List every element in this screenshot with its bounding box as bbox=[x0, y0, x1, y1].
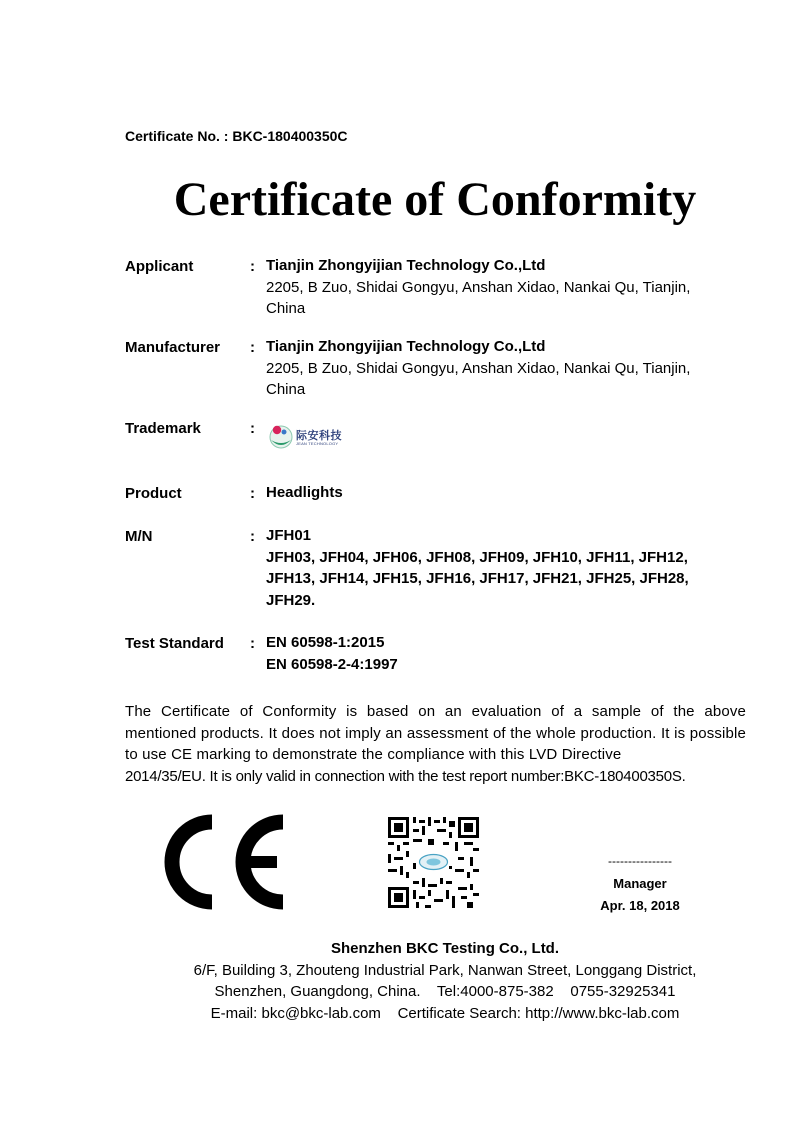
signature-role: Manager bbox=[613, 876, 667, 891]
conformity-statement bbox=[125, 701, 746, 787]
trademark-colon: : bbox=[250, 420, 255, 437]
certificate-number: Certificate No. : BKC-180400350C bbox=[125, 128, 348, 144]
manufacturer-address-line2: China bbox=[266, 381, 306, 398]
trademark-text-cn: 际安科技 bbox=[296, 430, 342, 442]
test-standard-line1: EN 60598-1:2015 bbox=[266, 634, 385, 651]
footer-address-line2: Shenzhen, Guangdong, China. Tel:4000-875-382 0755-32925341 bbox=[214, 983, 676, 1000]
mn-line4: JFH29. bbox=[266, 591, 316, 609]
manufacturer-label: Manufacturer bbox=[125, 339, 221, 356]
product-label: Product bbox=[125, 485, 182, 502]
product-colon: : bbox=[250, 485, 255, 502]
page-title: Certificate of Conformity bbox=[173, 173, 697, 226]
mn-line3: JFH13, JFH14, JFH15, JFH16, JFH17, JFH21, JFH25, JFH28, bbox=[266, 570, 689, 587]
manufacturer-value bbox=[266, 336, 736, 401]
test-standard-colon: : bbox=[250, 635, 255, 652]
statement-body: The Certificate of Conformity is based on an evaluation of a sample of the above mentioned products. It does not imply an assessment of the whole production. It is possible to use CE marking to demonstrate the compliance with this LVD Directive bbox=[125, 703, 746, 763]
trademark-label: Trademark bbox=[125, 420, 201, 437]
signature-line: ---------------- bbox=[608, 854, 672, 868]
applicant-label: Applicant bbox=[125, 258, 194, 275]
trademark-text-en: JEAN TECHNOLOGY bbox=[296, 441, 339, 446]
manufacturer-name: Tianjin Zhongyijian Technology Co.,Ltd bbox=[266, 338, 546, 355]
test-standard-line2: EN 60598-2-4:1997 bbox=[266, 655, 398, 673]
qr-code[interactable] bbox=[388, 817, 479, 908]
applicant-address-line1: 2205, B Zuo, Shidai Gongyu, Anshan Xidao, Nankai Qu, Tianjin, bbox=[266, 278, 691, 296]
statement-last-line: 2014/35/EU. It is only valid in connection with the test report number:BKC-180400350S. bbox=[125, 767, 686, 785]
footer-address-line1: 6/F, Building 3, Zhouteng Industrial Park, Nanwan Street, Longgang District, bbox=[193, 961, 697, 979]
footer bbox=[0, 938, 793, 1024]
signature-date: Apr. 18, 2018 bbox=[600, 898, 680, 913]
applicant-name: Tianjin Zhongyijian Technology Co.,Ltd bbox=[266, 257, 546, 274]
manufacturer-colon: : bbox=[250, 339, 255, 356]
ce-mark bbox=[152, 814, 287, 910]
mn-value bbox=[266, 525, 736, 611]
applicant-address-line2: China bbox=[266, 300, 306, 317]
applicant-value bbox=[266, 255, 736, 320]
mn-label: M/N bbox=[125, 528, 153, 545]
footer-contact-line: E-mail: bkc@bkc-lab.com Certificate Search: http://www.bkc-lab.com bbox=[210, 1004, 680, 1022]
manufacturer-address-line1: 2205, B Zuo, Shidai Gongyu, Anshan Xidao, Nankai Qu, Tianjin, bbox=[266, 359, 691, 377]
test-standard-label: Test Standard bbox=[125, 635, 224, 652]
qr-code-icon bbox=[388, 817, 479, 908]
trademark-logo bbox=[268, 420, 358, 454]
ce-mark-icon bbox=[152, 814, 287, 910]
ce-mark-text: CE bbox=[152, 814, 154, 815]
footer-company: Shenzhen BKC Testing Co., Ltd. bbox=[330, 940, 560, 957]
product-value: Headlights bbox=[266, 484, 343, 501]
test-standard-value bbox=[266, 632, 736, 675]
mn-line1: JFH01 bbox=[266, 527, 312, 544]
applicant-colon: : bbox=[250, 258, 255, 275]
mn-line2: JFH03, JFH04, JFH06, JFH08, JFH09, JFH10, JFH11, JFH12, bbox=[266, 548, 688, 566]
mn-colon: : bbox=[250, 528, 255, 545]
